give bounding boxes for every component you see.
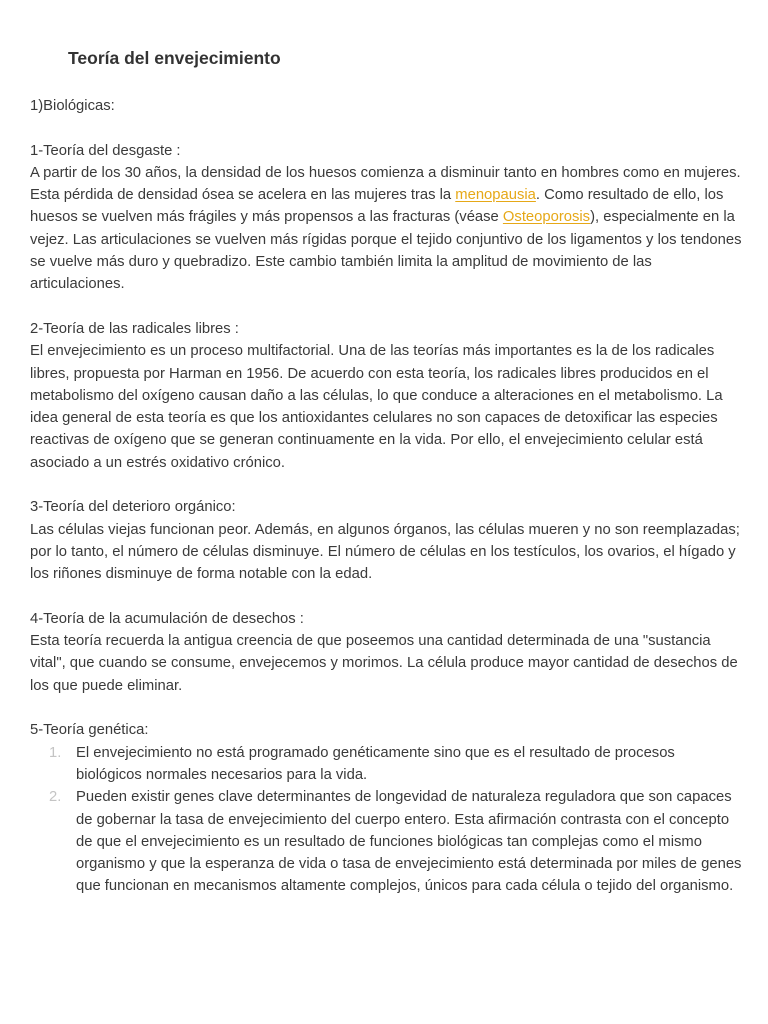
paragraph-wear-text-1: A partir de los 30 años, la densidad de los huesos comienza a disminuir tanto en hombres como en mujeres. Esta pérdida de densidad ósea se acelera en las mujeres tras la — [30, 164, 741, 204]
paragraph-spacer — [30, 474, 742, 496]
list-item-number: 1. — [49, 744, 62, 761]
section-heading-organic: 3-Teoría del deterioro orgánico: — [30, 499, 236, 516]
list-item-number: 2. — [49, 789, 62, 806]
section-heading-biological: 1)Biológicas: — [30, 98, 115, 114]
list-item-text: Pueden existir genes clave determinantes de longevidad de naturaleza reguladora que son capaces de gobernar la tasa de envejecimiento del cuerpo entero. Esta afirmación contrasta con el concepto de que el envejecimiento es un resultado de funciones biológicas tan complejas como el mismo organismo y que la esperanza de vida o tasa de envejecimiento está determinada por miles de genes que funcionan en mecanismos altamente complejos, únicos para cada célula o tejido del organismo. — [76, 789, 742, 895]
list-item — [30, 742, 742, 787]
paragraph-spacer — [30, 586, 742, 608]
section-heading-radicals: 2-Teoría de las radicales libres : — [30, 320, 239, 337]
genetic-list — [30, 742, 742, 898]
list-item — [30, 786, 742, 897]
section-heading-waste: 4-Teoría de la acumulación de desechos : — [30, 610, 304, 627]
paragraph-wear — [30, 162, 742, 296]
paragraph-wear-text-2: . Como resultado de ello, los huesos se vuelven más frágiles y más propensos a las fracturas (véase — [30, 187, 724, 226]
section-heading-genetic: 5-Teoría genética: — [30, 722, 149, 739]
paragraph-waste: Esta teoría recuerda la antigua creencia de que poseemos una cantidad determinada de una "sustancia vital", que cuando se consume, envejecemos y morimos. La célula produce mayor cantidad de desechos de los que puede eliminar. — [30, 633, 738, 694]
paragraph-organic: Las células viejas funcionan peor. Además, en algunos órganos, las células mueren y no son reemplazadas; por lo tanto, el número de células disminuye. El número de células en los testículos, los ovarios, el hígado y los riñones disminuye de forma notable con la edad. — [30, 521, 740, 583]
link-osteoporosis[interactable]: Osteoporosis — [502, 209, 591, 226]
paragraph-spacer — [30, 296, 742, 318]
document-body — [30, 95, 742, 898]
paragraph-spacer — [30, 697, 742, 719]
link-menopausia[interactable]: menopausia — [455, 187, 536, 204]
list-item-text: El envejecimiento no está programado genéticamente sino que es el resultado de procesos biológicos normales necesarios para la vida. — [76, 744, 675, 783]
paragraph-spacer — [30, 117, 742, 139]
document-title: Teoría del envejecimiento — [68, 48, 281, 68]
paragraph-wear-text-3: ), especialmente en la vejez. Las articulaciones se vuelven más rígidas porque el tejido conjuntivo de los ligamentos y los tendones se vuelve más duro y quebradizo. Este cambio también limita la amplitud de movimiento de las articulaciones. — [30, 209, 742, 293]
section-heading-wear: 1-Teoría del desgaste : — [30, 142, 181, 159]
paragraph-radicals: El envejecimiento es un proceso multifactorial. Una de las teorías más importantes es la de los radicales libres, propuesta por Harman en 1956. De acuerdo con esta teoría, los radicales libres producidos en el metabolismo del oxígeno causan daño a las células, lo que conduce a alteraciones en el metabolismo. La idea general de esta teoría es que los antioxidantes celulares no son capaces de detoxificar las especies reactivas de oxígeno que se generan continuamente en la vida. Por ello, el envejecimiento celular está asociado a un estrés oxidativo crónico. — [30, 343, 723, 471]
